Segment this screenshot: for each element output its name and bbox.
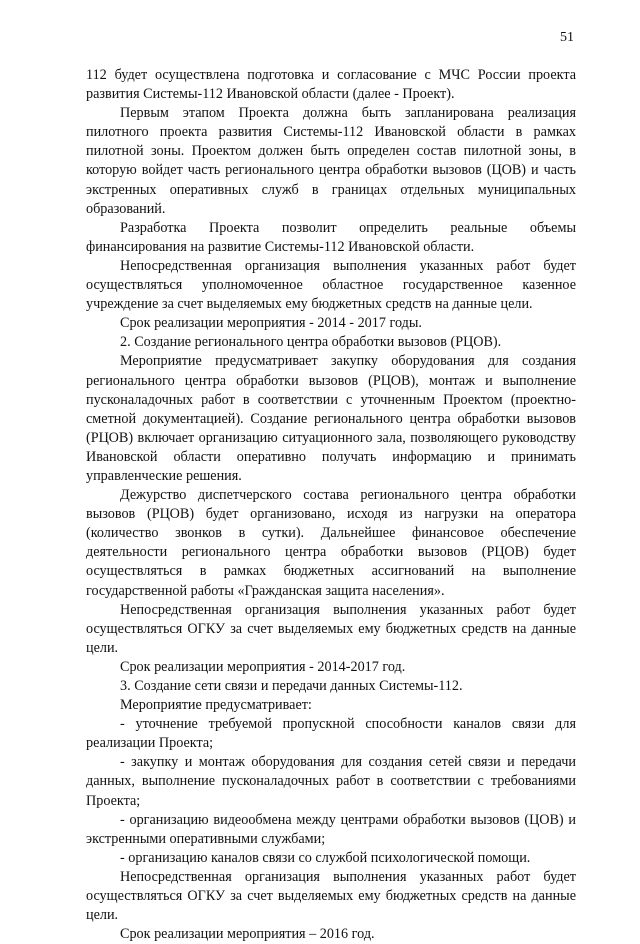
paragraph-deadline-2: Срок реализации мероприятия - 2014-2017 год.	[120, 658, 406, 675]
page-number: 51	[560, 30, 574, 45]
list-item-psychological-help: - организацию каналов связи со службой психологической помощи.	[120, 849, 531, 866]
paragraph-organization-2: Непосредственная организация выполнения указанных работ будет осуществляться ОГКУ за счет выделяемых ему бюджетных средств на данные цели.	[86, 601, 576, 656]
paragraph-deadline-1: Срок реализации мероприятия - 2014 - 2017 годы.	[120, 315, 422, 332]
paragraph-heading-3: 3. Создание сети связи и передачи данных Системы-112.	[120, 678, 463, 694]
document-body	[86, 66, 576, 944]
list-item-networks: - закупку и монтаж оборудования для создания сетей связи и передачи данных, выполнение пусконаладочных работ в соответствии с требованиями Проекта;	[86, 754, 576, 809]
paragraph-continuation: 112 будет осуществлена подготовка и согласование с МЧС России проекта развития Системы-112 Ивановской области (далее - Проект).	[86, 67, 576, 103]
paragraph-heading-2: 2. Создание регионального центра обработки вызовов (РЦОВ).	[120, 334, 502, 351]
paragraph-deadline-3: Срок реализации мероприятия – 2016 год.	[120, 926, 375, 943]
paragraph-pilot-project: Первым этапом Проекта должна быть запланирована реализация пилотного проекта развития Системы-112 Ивановской области в рамках пилотной зоны. Проектом должен быть определен состав пилотной зоны, в которую войдет часть регионального центра обработки вызовов (ЦОВ) и часть экстренных оперативных служб в границах отдельных муниципальных образований.	[86, 105, 576, 217]
paragraph-project-development: Разработка Проекта позволит определить реальные объемы финансирования на развитие Системы-112 Ивановской области.	[86, 219, 576, 255]
paragraph-organization-3: Непосредственная организация выполнения указанных работ будет осуществляться ОГКУ за счет выделяемых ему бюджетных средств на данные цели.	[86, 868, 576, 924]
paragraph-rcov-duty: Дежурство диспетчерского состава регионального центра обработки вызовов (РЦОВ) будет организовано, исходя из нагрузки на оператора (количество звонков в сутки). Дальнейшее финансовое обеспечение деятельности регионального центра обработки вызовов (РЦОВ) будет осуществляться в рамках бюджетных ассигнований на выполнение государственной работы «Гражданская защита населения».	[86, 487, 576, 599]
list-item-bandwidth: - уточнение требуемой пропускной способности каналов связи для реализации Проекта;	[86, 716, 576, 752]
paragraph-measures-intro: Мероприятие предусматривает:	[120, 697, 312, 714]
paragraph-organization-1: Непосредственная организация выполнения указанных работ будет осуществляться уполномоченное областное государственное казенное учреждение за счет выделяемых ему бюджетных средств на данные цели.	[86, 257, 576, 313]
list-item-video-exchange: - организацию видеообмена между центрами обработки вызовов (ЦОВ) и экстренными оперативными службами;	[86, 811, 576, 847]
paragraph-rcov-equipment: Мероприятие предусматривает закупку оборудования для создания регионального центра обработки вызовов (РЦОВ), монтаж и выполнение пусконаладочных работ в соответствии с уточненным Проектом (проектно-сметной документацией). Создание регионального центра обработки вызовов (РЦОВ) включает организацию ситуационного зала, позволяющего руководству Ивановской области оперативно получать информацию и принимать управленческие решения.	[86, 353, 576, 484]
